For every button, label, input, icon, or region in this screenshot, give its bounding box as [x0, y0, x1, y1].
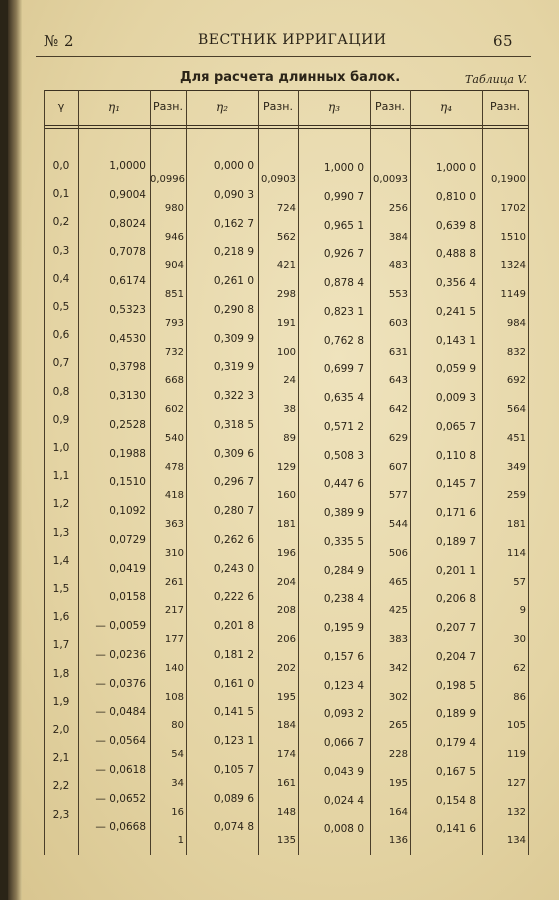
diff4-cell: 127 — [506, 777, 526, 789]
diff3-cell: 553 — [388, 289, 408, 300]
eta1-cell: 0,3798 — [109, 361, 146, 374]
eta4-cell: 0,167 5 — [435, 765, 476, 778]
eta4-cell: 0,179 4 — [435, 737, 476, 749]
eta4-cell: 0,198 5 — [435, 679, 476, 692]
table-header-rule — [44, 125, 528, 126]
eta4-cell: 0,189 7 — [435, 535, 476, 548]
diff3-cell: 603 — [388, 317, 408, 329]
diff2-cell: 100 — [276, 346, 296, 358]
column-rule — [44, 90, 45, 855]
eta4-cell: 0,143 1 — [435, 334, 476, 347]
eta4-cell: 0,154 8 — [435, 794, 476, 807]
column-rule — [410, 90, 411, 855]
table-number: Таблица V. — [465, 73, 527, 86]
eta2-cell: 0,181 2 — [213, 648, 254, 661]
eta2-cell: 0,162 7 — [213, 217, 254, 230]
diff2-cell: 196 — [276, 547, 296, 559]
argument-cell: 0,1 — [52, 188, 70, 201]
diff3-cell: 228 — [388, 749, 408, 760]
eta1-cell: 0,1988 — [109, 447, 146, 460]
column-header: η₂ — [216, 100, 228, 114]
eta3-cell: 0,823 1 — [323, 305, 364, 318]
column-header: η₄ — [440, 100, 452, 114]
diff2-cell: 421 — [276, 260, 296, 272]
eta4-cell: 0,171 6 — [435, 507, 476, 519]
eta3-cell: 0,008 0 — [323, 823, 364, 836]
eta4-cell: 0,189 9 — [435, 708, 476, 721]
eta1-cell: 0,6174 — [109, 275, 146, 287]
diff2-cell: 724 — [276, 202, 296, 214]
eta3-cell: 0,571 2 — [323, 420, 364, 433]
argument-cell: 1,2 — [52, 498, 70, 511]
eta1-cell: — 0,0376 — [95, 677, 146, 690]
eta2-cell: 0,309 9 — [213, 332, 254, 345]
argument-cell: 0,3 — [52, 244, 70, 257]
diff3-cell: 342 — [388, 662, 408, 674]
argument-cell: 0,0 — [52, 160, 70, 172]
diff1-cell: 108 — [164, 691, 184, 703]
eta1-cell: 0,0419 — [109, 562, 146, 575]
diff3-cell: 195 — [388, 777, 408, 789]
diff3-cell: 256 — [388, 202, 408, 214]
eta2-cell: 0,318 5 — [213, 418, 254, 431]
argument-cell: 2,0 — [52, 724, 70, 736]
eta4-cell: 0,206 8 — [435, 593, 476, 606]
table-title: Для расчета длинных балок. — [180, 70, 401, 85]
eta2-cell: 0,123 1 — [213, 735, 254, 747]
diff3-cell: 384 — [388, 231, 408, 243]
argument-cell: 1,0 — [52, 442, 70, 454]
argument-cell: 1,9 — [52, 695, 70, 708]
eta4-cell: 0,207 7 — [435, 622, 476, 634]
diff1-cell: 1 — [177, 835, 184, 847]
argument-cell: 1,7 — [52, 639, 70, 652]
argument-cell: 0,7 — [52, 357, 70, 370]
diff1-cell: 732 — [164, 346, 184, 358]
argument-cell: 0,8 — [52, 385, 70, 398]
column-header: η₁ — [108, 100, 120, 114]
diff1-cell: 217 — [164, 605, 184, 617]
argument-cell: 1,6 — [52, 611, 70, 624]
argument-cell: 0,4 — [52, 272, 70, 285]
diff4-cell: 62 — [513, 662, 526, 674]
eta2-cell: 0,322 3 — [213, 390, 254, 402]
diff4-cell: 349 — [506, 461, 526, 473]
diff1-cell: 0,0996 — [150, 174, 185, 185]
diff2-cell: 298 — [276, 289, 296, 300]
eta2-cell: 0,222 6 — [213, 591, 254, 604]
eta4-cell: 0,639 8 — [435, 219, 476, 232]
diff4-cell: 692 — [506, 375, 526, 387]
diff4-cell: 984 — [506, 317, 526, 329]
eta3-cell: 0,699 7 — [323, 363, 364, 376]
diff3-cell: 544 — [388, 519, 408, 530]
eta4-cell: 1,000 0 — [435, 162, 476, 174]
argument-cell: 0,9 — [52, 413, 70, 426]
eta1-cell: — 0,0652 — [95, 792, 146, 805]
diff1-cell: 851 — [164, 289, 184, 300]
diff1-cell: 980 — [164, 202, 184, 214]
diff3-cell: 643 — [388, 375, 408, 387]
eta1-cell: 0,3130 — [109, 390, 146, 402]
eta4-cell: 0,145 7 — [435, 478, 476, 491]
eta2-cell: 0,089 6 — [213, 792, 254, 805]
column-rule — [78, 90, 79, 855]
diff1-cell: 478 — [164, 461, 184, 473]
diff4-cell: 1702 — [500, 202, 526, 214]
eta4-cell: 0,204 7 — [435, 650, 476, 663]
argument-cell: 1,5 — [52, 583, 70, 595]
eta2-cell: 0,290 8 — [213, 303, 254, 316]
eta3-cell: 0,043 9 — [323, 765, 364, 778]
eta4-cell: 0,110 8 — [435, 449, 476, 462]
diff2-cell: 181 — [276, 519, 296, 530]
eta2-cell: 0,090 3 — [213, 188, 254, 201]
column-rule — [528, 90, 529, 855]
diff3-cell: 506 — [388, 547, 408, 559]
argument-cell: 2,3 — [52, 808, 70, 821]
eta3-cell: 0,093 2 — [323, 708, 364, 721]
eta4-cell: 0,059 9 — [435, 363, 476, 376]
eta1-cell: — 0,0564 — [95, 735, 146, 747]
eta2-cell: 0,262 6 — [213, 533, 254, 546]
diff3-cell: 577 — [388, 490, 408, 502]
header-rule — [36, 56, 531, 57]
eta1-cell: — 0,0484 — [95, 706, 146, 719]
eta4-cell: 0,201 1 — [435, 564, 476, 577]
diff4-cell: 832 — [506, 346, 526, 358]
eta3-cell: 0,335 5 — [323, 535, 364, 548]
diff1-cell: 602 — [164, 404, 184, 415]
eta2-cell: 0,105 7 — [213, 763, 254, 776]
diff1-cell: 793 — [164, 317, 184, 329]
diff3-cell: 607 — [388, 461, 408, 473]
eta1-cell: 0,0729 — [109, 533, 146, 546]
diff3-cell: 164 — [388, 806, 408, 818]
eta2-cell: 0,000 0 — [213, 160, 254, 172]
eta1-cell: 1,0000 — [109, 160, 146, 172]
diff2-cell: 562 — [276, 231, 296, 243]
argument-cell: 0,6 — [52, 329, 70, 342]
book-spine-shadow — [8, 0, 22, 900]
eta2-cell: 0,243 0 — [213, 562, 254, 575]
diff2-cell: 0,0903 — [261, 174, 296, 185]
eta1-cell: — 0,0236 — [95, 648, 146, 661]
eta3-cell: 0,195 9 — [323, 622, 364, 634]
eta1-cell: 0,9004 — [109, 188, 146, 201]
diff2-cell: 206 — [276, 634, 296, 645]
eta2-cell: 0,201 8 — [213, 620, 254, 632]
eta2-cell: 0,141 5 — [213, 706, 254, 719]
diff2-cell: 148 — [276, 806, 296, 818]
journal-title: ВЕСТНИК ИРРИГАЦИИ — [198, 32, 387, 48]
eta3-cell: 0,447 6 — [323, 478, 364, 491]
diff2-cell: 174 — [276, 749, 296, 760]
diff4-cell: 86 — [513, 691, 526, 703]
diff4-cell: 105 — [506, 720, 526, 732]
diff2-cell: 160 — [276, 490, 296, 502]
diff2-cell: 208 — [276, 605, 296, 617]
eta2-cell: 0,309 6 — [213, 447, 254, 460]
column-header: Разн. — [375, 100, 405, 113]
eta1-cell: 0,8024 — [109, 217, 146, 230]
diff1-cell: 34 — [171, 777, 184, 789]
eta2-cell: 0,296 7 — [213, 476, 254, 489]
diff4-cell: 114 — [506, 547, 526, 559]
eta2-cell: 0,074 8 — [213, 821, 254, 834]
diff4-cell: 0,1900 — [491, 174, 526, 185]
diff1-cell: 16 — [171, 806, 184, 818]
eta3-cell: 0,123 4 — [323, 679, 364, 692]
eta1-cell: 0,5323 — [109, 303, 146, 316]
argument-cell: 0,5 — [52, 301, 70, 313]
page-number: 65 — [493, 32, 514, 50]
diff1-cell: 904 — [164, 260, 184, 272]
eta3-cell: 0,238 4 — [323, 593, 364, 606]
diff4-cell: 1510 — [500, 231, 526, 243]
diff2-cell: 161 — [276, 777, 296, 789]
eta2-cell: 0,218 9 — [213, 246, 254, 259]
diff2-cell: 195 — [276, 691, 296, 703]
eta3-cell: 0,157 6 — [323, 650, 364, 663]
diff1-cell: 54 — [171, 749, 184, 760]
column-header: Разн. — [263, 100, 293, 113]
column-header: Разн. — [153, 100, 183, 113]
diff4-cell: 132 — [506, 806, 526, 818]
argument-cell: 1,1 — [52, 470, 70, 483]
argument-cell: 1,3 — [52, 526, 70, 539]
eta1-cell: 0,7078 — [109, 246, 146, 259]
eta4-cell: 0,356 4 — [435, 277, 476, 289]
diff3-cell: 136 — [388, 835, 408, 847]
diff2-cell: 135 — [276, 835, 296, 847]
eta4-cell: 0,241 5 — [435, 305, 476, 318]
eta2-cell: 0,280 7 — [213, 505, 254, 517]
diff3-cell: 425 — [388, 605, 408, 617]
table-header-rule-2 — [44, 128, 528, 129]
diff4-cell: 30 — [513, 634, 526, 645]
diff4-cell: 134 — [506, 835, 526, 847]
diff3-cell: 465 — [388, 576, 408, 588]
diff2-cell: 24 — [283, 375, 296, 387]
diff2-cell: 184 — [276, 720, 296, 732]
diff3-cell: 629 — [388, 432, 408, 444]
diff2-cell: 38 — [283, 404, 296, 415]
diff1-cell: 261 — [164, 576, 184, 588]
eta1-cell: 0,2528 — [109, 418, 146, 431]
eta4-cell: 0,065 7 — [435, 420, 476, 433]
diff4-cell: 119 — [506, 749, 526, 760]
eta3-cell: 0,965 1 — [323, 219, 364, 232]
diff4-cell: 564 — [506, 404, 526, 415]
eta3-cell: 0,024 4 — [323, 794, 364, 807]
diff4-cell: 57 — [513, 576, 526, 588]
diff4-cell: 1324 — [500, 260, 526, 272]
eta3-cell: 0,990 7 — [323, 190, 364, 203]
diff2-cell: 89 — [283, 432, 296, 444]
eta4-cell: 0,810 0 — [435, 190, 476, 203]
eta3-cell: 0,389 9 — [323, 507, 364, 519]
eta4-cell: 0,141 6 — [435, 823, 476, 836]
eta3-cell: 0,284 9 — [323, 564, 364, 577]
eta1-cell: 0,4530 — [109, 332, 146, 345]
eta1-cell: 0,1510 — [109, 476, 146, 489]
diff3-cell: 483 — [388, 260, 408, 272]
argument-cell: 2,2 — [52, 780, 70, 793]
diff3-cell: 631 — [388, 346, 408, 358]
eta3-cell: 0,066 7 — [323, 737, 364, 749]
eta3-cell: 0,926 7 — [323, 248, 364, 261]
diff1-cell: 540 — [164, 432, 184, 444]
eta3-cell: 1,000 0 — [323, 162, 364, 174]
eta3-cell: 0,878 4 — [323, 277, 364, 289]
eta2-cell: 0,319 9 — [213, 361, 254, 374]
diff3-cell: 642 — [388, 404, 408, 415]
diff2-cell: 191 — [276, 317, 296, 329]
eta1-cell: 0,0158 — [109, 591, 146, 604]
journal-page — [8, 0, 559, 900]
diff3-cell: 302 — [388, 691, 408, 703]
diff1-cell: 363 — [164, 519, 184, 530]
diff3-cell: 0,0093 — [373, 174, 408, 185]
eta3-cell: 0,635 4 — [323, 392, 364, 404]
diff3-cell: 265 — [388, 720, 408, 732]
diff1-cell: 418 — [164, 490, 184, 502]
argument-cell: 1,4 — [52, 554, 70, 567]
eta1-cell: — 0,0668 — [95, 821, 146, 834]
diff4-cell: 181 — [506, 519, 526, 530]
eta4-cell: 0,488 8 — [435, 248, 476, 261]
diff1-cell: 177 — [164, 634, 184, 645]
eta1-cell: — 0,0059 — [95, 620, 146, 632]
eta1-cell: — 0,0618 — [95, 763, 146, 776]
diff2-cell: 129 — [276, 461, 296, 473]
diff4-cell: 1149 — [500, 289, 526, 300]
diff1-cell: 946 — [164, 231, 184, 243]
diff3-cell: 383 — [388, 634, 408, 645]
diff4-cell: 259 — [506, 490, 526, 502]
diff2-cell: 202 — [276, 662, 296, 674]
diff1-cell: 310 — [164, 547, 184, 559]
eta3-cell: 0,762 8 — [323, 334, 364, 347]
column-header: η₃ — [328, 100, 340, 114]
diff4-cell: 451 — [506, 432, 526, 444]
column-header: γ — [57, 100, 65, 113]
column-header: Разн. — [490, 100, 520, 113]
argument-cell: 0,2 — [52, 216, 70, 229]
eta3-cell: 0,508 3 — [323, 449, 364, 462]
eta2-cell: 0,161 0 — [213, 677, 254, 690]
diff1-cell: 80 — [171, 720, 184, 732]
issue-number: № 2 — [44, 32, 75, 50]
diff2-cell: 204 — [276, 576, 296, 588]
argument-cell: 2,1 — [52, 752, 70, 765]
diff1-cell: 140 — [164, 662, 184, 674]
diff1-cell: 668 — [164, 375, 184, 387]
argument-cell: 1,8 — [52, 667, 70, 680]
eta4-cell: 0,009 3 — [435, 392, 476, 404]
column-rule — [298, 90, 299, 855]
column-rule — [186, 90, 187, 855]
eta1-cell: 0,1092 — [109, 505, 146, 517]
table-top-rule — [44, 90, 528, 91]
diff4-cell: 9 — [519, 605, 526, 617]
eta2-cell: 0,261 0 — [213, 275, 254, 287]
